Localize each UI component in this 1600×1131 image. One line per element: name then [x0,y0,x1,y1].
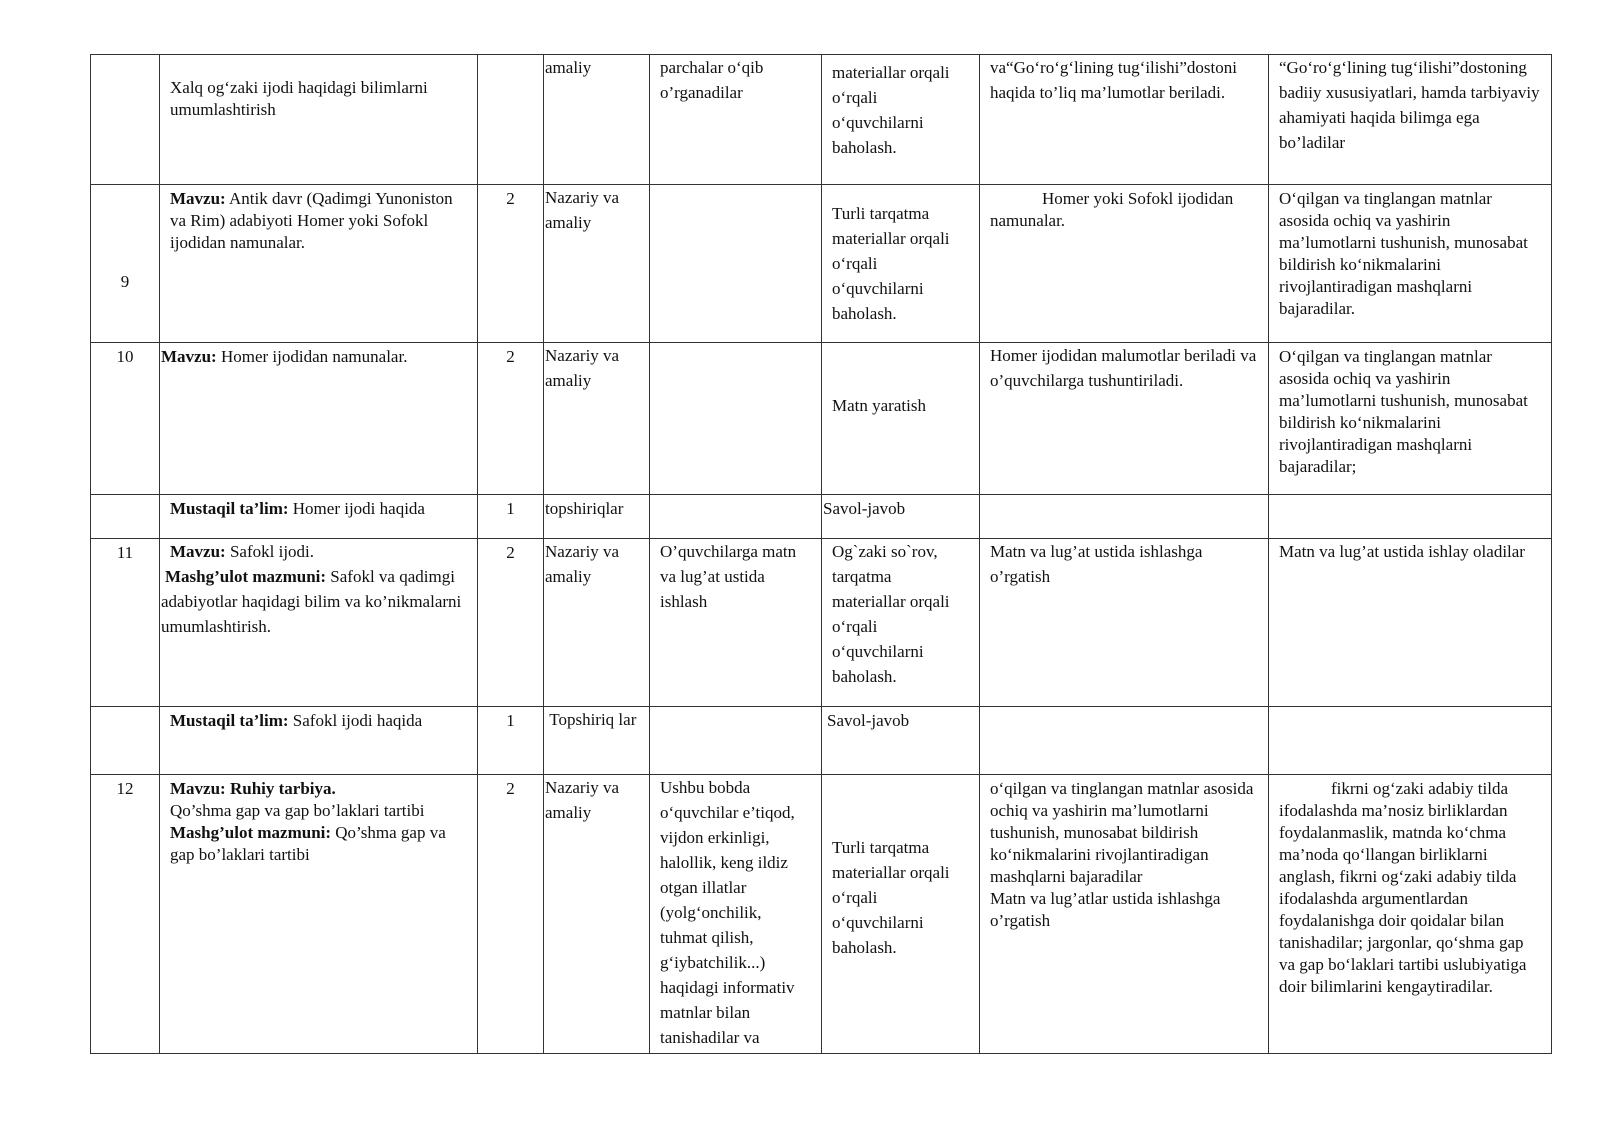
expected-outcome [1269,495,1552,539]
teacher-activity [980,495,1269,539]
topic-text: Xalq og‘zaki ijodi haqidagi bilimlarni umumlashtirish [170,78,428,119]
assessment-method: Savol-javob [822,495,980,539]
expected-outcome: O‘qilgan va tinglangan matnlar asosida ochiq va yashirin ma’lumotlarni tushunish, munosabat bildirish ko‘nikmalarini rivojlantiradigan mashqlarni bajaradilar. [1269,185,1552,343]
lesson-hours: 2 [478,539,544,707]
topic-label: Mavzu: [161,347,217,366]
table-row [91,495,1552,539]
lesson-topic [160,55,478,185]
lesson-topic [160,185,478,343]
lesson-number [91,707,160,775]
student-activity: Ushbu bobda o‘quvchilar e’tiqod, vijdon erkinligi, halollik, keng ildiz otgan illatlar (yolg‘onchilik, tuhmat qilish, g‘iybatchilik...) haqidagi informativ matnlar bilan tanishadilar va [650,775,822,1054]
lesson-topic [160,775,478,1054]
topic-text-2: Safokl va qadimgi adabiyotlar haqidagi bilim va ko’nikmalarni umumlashtirish. [161,567,462,636]
lesson-topic [160,343,478,495]
lesson-number: 11 [91,539,160,707]
expected-outcome: O‘qilgan va tinglangan matnlar asosida ochiq va yashirin ma’lumotlarni tushunish, munosabat bildirish ko‘nikmalarini rivojlantiradigan mashqlarni bajaradilar; [1269,343,1552,495]
lesson-type: Nazariy va amaliy [544,539,650,707]
topic-label: Mavzu: [170,542,226,561]
lesson-number: 9 [91,185,160,343]
topic-label: Mustaqil ta’lim: [170,499,289,518]
topic-label: Mavzu: Ruhiy tarbiya. [170,779,336,798]
lesson-topic [160,707,478,775]
assessment-method: Turli tarqatma materiallar orqali o‘rqali o‘quvchilarni baholash. [822,775,980,1054]
topic-label: Mustaqil ta’lim: [170,711,289,730]
topic-label-2: Mashg’ulot mazmuni: [170,823,332,842]
student-activity: parchalar o‘qib o’rganadilar [650,55,822,185]
assessment-method: materiallar orqali o‘rqali o‘quvchilarni baholash. [822,55,980,185]
lesson-type: Nazariy va amaliy [544,775,650,1054]
lesson-type: amaliy [544,55,650,185]
topic-text: Homer ijodidan namunalar. [216,347,408,366]
lesson-number [91,55,160,185]
topic-text: Safokl ijodi. [225,542,315,561]
table-row [91,707,1552,775]
teacher-activity: o‘qilgan va tinglangan matnlar asosida ochiq va yashirin ma’lumotlarni tushunish, munosabat bildirish ko‘nikmalarini rivojlantiradigan mashqlarni bajaradilar Matn va lug’atlar ustida ishlashga o’rgatish [980,775,1269,1054]
table-row [91,775,1552,1054]
student-activity [650,707,822,775]
lesson-number: 10 [91,343,160,495]
student-activity [650,343,822,495]
student-activity [650,185,822,343]
topic-label-2: Mashg’ulot mazmuni: [165,567,327,586]
lesson-hours: 2 [478,185,544,343]
assessment-method: Matn yaratish [822,343,980,495]
table-row [91,539,1552,707]
lesson-hours [478,55,544,185]
curriculum-table [90,54,1552,1054]
lesson-type: topshiriqlar [544,495,650,539]
teacher-text: Homer yoki Sofokl ijodidan namunalar. [990,189,1234,230]
topic-text: Qo’shma gap va gap bo’laklari tartibi [170,801,425,820]
lesson-number: 12 [91,775,160,1054]
table-row [91,343,1552,495]
lesson-hours: 2 [478,775,544,1054]
table-row [91,55,1552,185]
teacher-activity [980,185,1269,343]
teacher-activity: Matn va lug’at ustida ishlashga o’rgatish [980,539,1269,707]
teacher-activity: va“Go‘ro‘g‘lining tug‘ilishi”dostoni haqida to’liq ma’lumotlar beriladi. [980,55,1269,185]
assessment-method: Og`zaki so`rov, tarqatma materiallar orqali o‘rqali o‘quvchilarni baholash. [822,539,980,707]
student-activity [650,495,822,539]
lesson-hours: 1 [478,495,544,539]
lesson-type: Nazariy va amaliy [544,343,650,495]
lesson-hours: 1 [478,707,544,775]
topic-text: Homer ijodi haqida [288,499,425,518]
lesson-number [91,495,160,539]
teacher-activity [980,707,1269,775]
expected-outcome [1269,775,1552,1054]
topic-text: Safokl ijodi haqida [288,711,423,730]
lesson-topic [160,495,478,539]
lesson-type: Topshiriq lar [544,707,650,775]
topic-text-2: Qo’shma gap va gap bo’laklari tartibi [170,823,446,864]
topic-text: Antik davr (Qadimgi Yunoniston va Rim) adabiyoti Homer yoki Sofokl ijodidan namunalar. [170,189,453,252]
assessment-method: Savol-javob [822,707,980,775]
outcome-text: fikrni og‘zaki adabiy tilda ifodalashda ma’nosiz birliklardan foydalanmaslik, matnda ko‘chma ma’noda qo‘llangan birliklarni anglash, fikrni og‘zaki adabiy tilda ifodalashda argumentlardan foydalanishga doir qoidalar bilan tanishadilar; jargonlar, qo‘shma gap va gap bo‘laklari tartibi uslubiyatiga doir bilimlarini kengaytiradilar. [1279,779,1527,996]
topic-label: Mavzu: [170,189,226,208]
table-row [91,185,1552,343]
expected-outcome [1269,707,1552,775]
expected-outcome: Matn va lug’at ustida ishlay oladilar [1269,539,1552,707]
lesson-topic [160,539,478,707]
assessment-method: Turli tarqatma materiallar orqali o‘rqali o‘quvchilarni baholash. [822,185,980,343]
lesson-type: Nazariy va amaliy [544,185,650,343]
expected-outcome: “Go‘ro‘g‘lining tug‘ilishi”dostoning badiiy xususiyatlari, hamda tarbiyaviy ahamiyati haqida bilimga ega bo’ladilar [1269,55,1552,185]
lesson-hours: 2 [478,343,544,495]
teacher-activity: Homer ijodidan malumotlar beriladi va o’quvchilarga tushuntiriladi. [980,343,1269,495]
student-activity: O’quvchilarga matn va lug’at ustida ishlash [650,539,822,707]
